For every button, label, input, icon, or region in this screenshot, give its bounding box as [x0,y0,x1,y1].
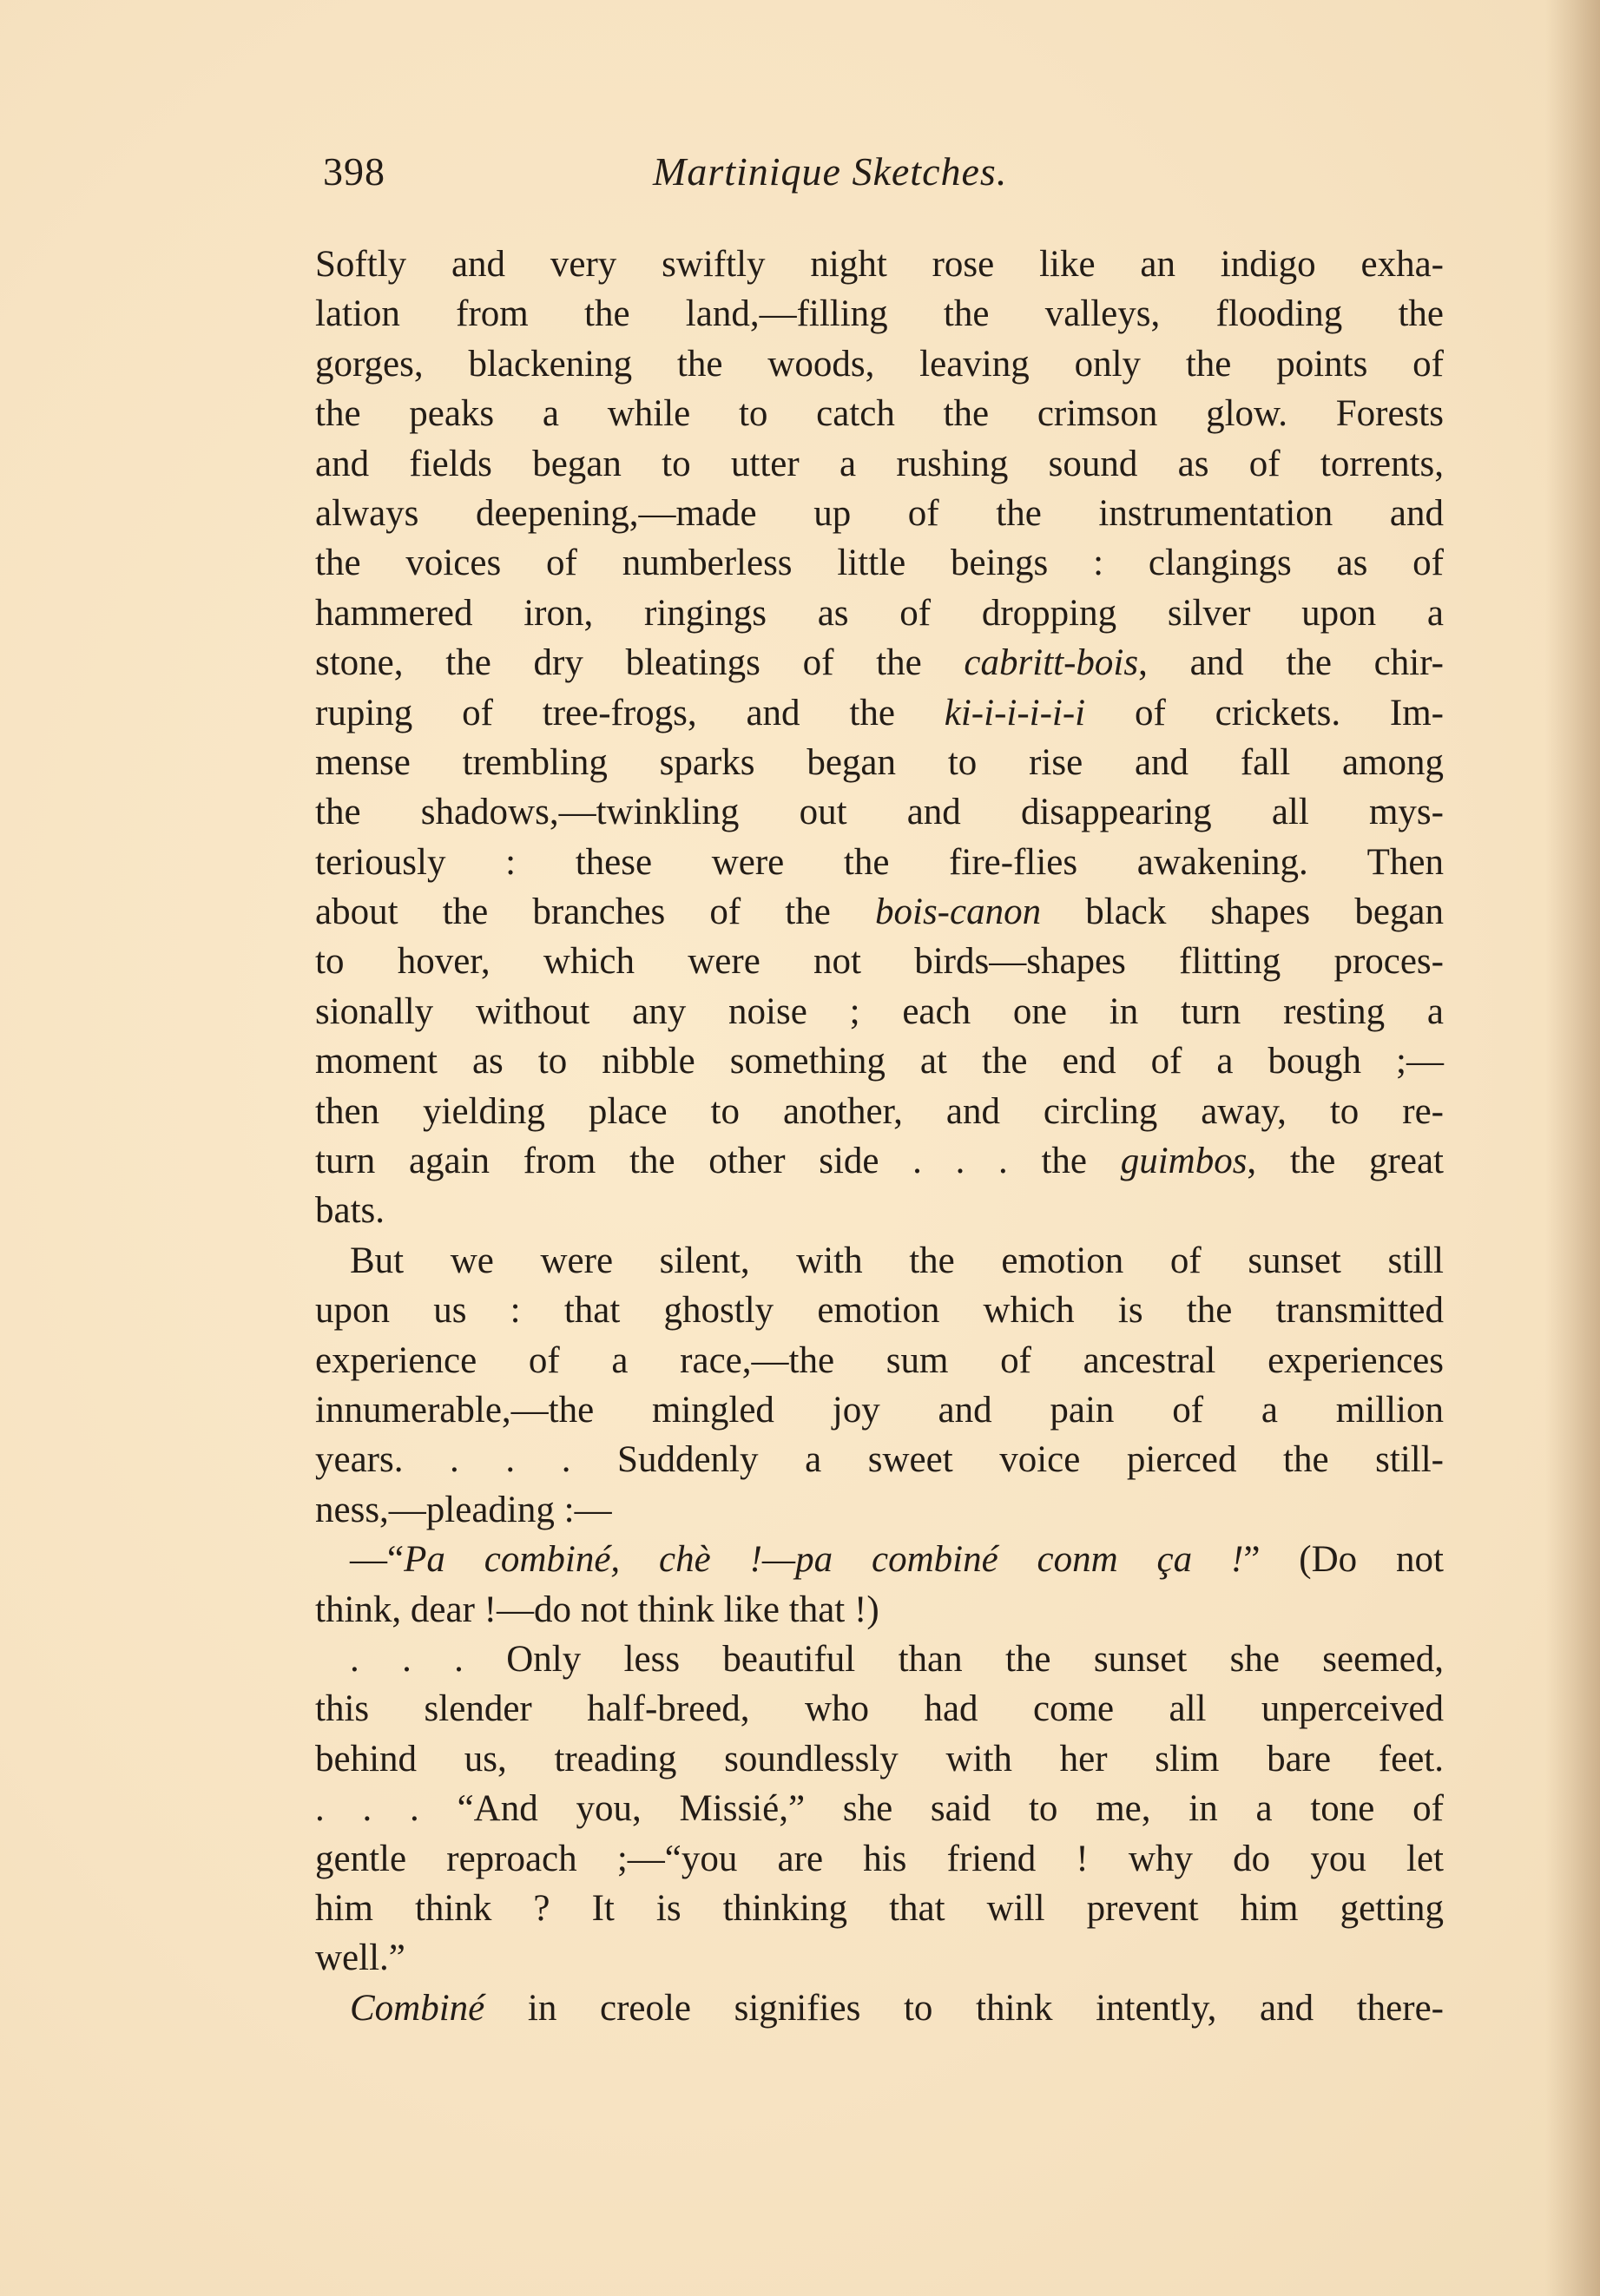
italic-term: bois-canon [875,891,1042,933]
text-line: and fields began to utter a rushing sound as of torrents, [315,443,1444,484]
text-line: teriously : these were the fire-flies awakening. Then [315,841,1444,883]
text-segment: black shapes began [1041,891,1444,933]
text-line: sionally without any noise ; each one in turn resting a [315,990,1444,1032]
text-line: the peaks a while to catch the crimson glow. Forests [315,393,1444,435]
text-line: gentle reproach ;—“you are his friend ! why do you let [315,1838,1444,1879]
italic-term: Combiné [350,1987,485,2029]
text-line [315,1535,1444,1584]
text-line: . . . Only less beautiful than the sunset she seemed, [350,1638,1444,1680]
text-segment: , and the chir- [1138,642,1444,684]
text-line: think, dear !—do not think like that !) [315,1589,879,1630]
text-line: behind us, treading soundlessly with her slim bare feet. [315,1738,1444,1780]
text-line: the shadows,—twinkling out and disappearing all mys- [315,792,1444,833]
body-text [315,240,1444,2033]
page-number: 398 [323,149,385,194]
text-line: moment as to nibble something at the end of a bough ;— [315,1041,1444,1082]
running-title: Martinique Sketches. [653,149,1008,194]
text-segment: turn again from the other side . . . the [315,1141,1121,1182]
text-segment: , the great [1247,1141,1444,1182]
text-line: the voices of numberless little beings : clangings as of [315,543,1444,584]
page-header [323,146,1104,198]
italic-term: ki-i-i-i-i-i [944,692,1086,734]
text-line: always deepening,—made up of the instrumentation and [315,492,1444,534]
text-segment: stone, the dry bleatings of the [315,642,965,684]
text-line: experience of a race,—the sum of ancestral experiences [315,1339,1444,1381]
text-segment: about the branches of the [315,891,875,933]
text-line: mense trembling sparks began to rise and fall among [315,741,1444,783]
text-line: gorges, blackening the woods, leaving only the points of [315,343,1444,385]
text-line: him think ? It is thinking that will prevent him getting [315,1887,1444,1929]
text-line: this slender half-breed, who had come all unperceived [315,1688,1444,1730]
text-line: Softly and very swiftly night rose like an indigo exha- [315,244,1444,285]
italic-term: Pa combiné, chè !—pa combiné conm ça ! [404,1539,1244,1581]
text-segment: in creole signifies to think intently, and there- [484,1987,1444,2029]
text-line [315,1136,1444,1186]
text-line: years. . . . Suddenly a sweet voice pierced the still- [315,1439,1444,1481]
text-segment: ” (Do not [1243,1539,1444,1581]
text-line: then yielding place to another, and circling away, to re- [315,1090,1444,1132]
text-line: to hover, which were not birds—shapes flitting proces- [315,941,1444,983]
text-line: innumerable,—the mingled joy and pain of a million [315,1389,1444,1431]
text-segment: —“ [350,1539,405,1581]
text-line: upon us : that ghostly emotion which is the transmitted [315,1290,1444,1332]
text-segment: of crickets. Im- [1085,692,1445,734]
italic-term: cabritt-bois [964,642,1139,684]
text-line: hammered iron, ringings as of dropping silver upon a [315,592,1444,634]
text-segment: ruping of tree-frogs, and the [315,692,945,734]
italic-term: guimbos [1120,1141,1248,1182]
text-line [315,887,1444,937]
text-line: well.” [315,1937,405,1979]
text-line: bats. [315,1190,385,1232]
text-line: But we were silent, with the emotion of sunset still [350,1240,1444,1281]
text-line: . . . “And you, Missié,” she said to me, in a tone of [315,1788,1444,1830]
text-line [315,638,1444,687]
text-line [315,688,1444,738]
text-line: lation from the land,—filling the valleys, flooding the [315,293,1444,335]
text-line [315,1984,1444,2033]
text-line: ness,—pleading :— [315,1489,612,1530]
